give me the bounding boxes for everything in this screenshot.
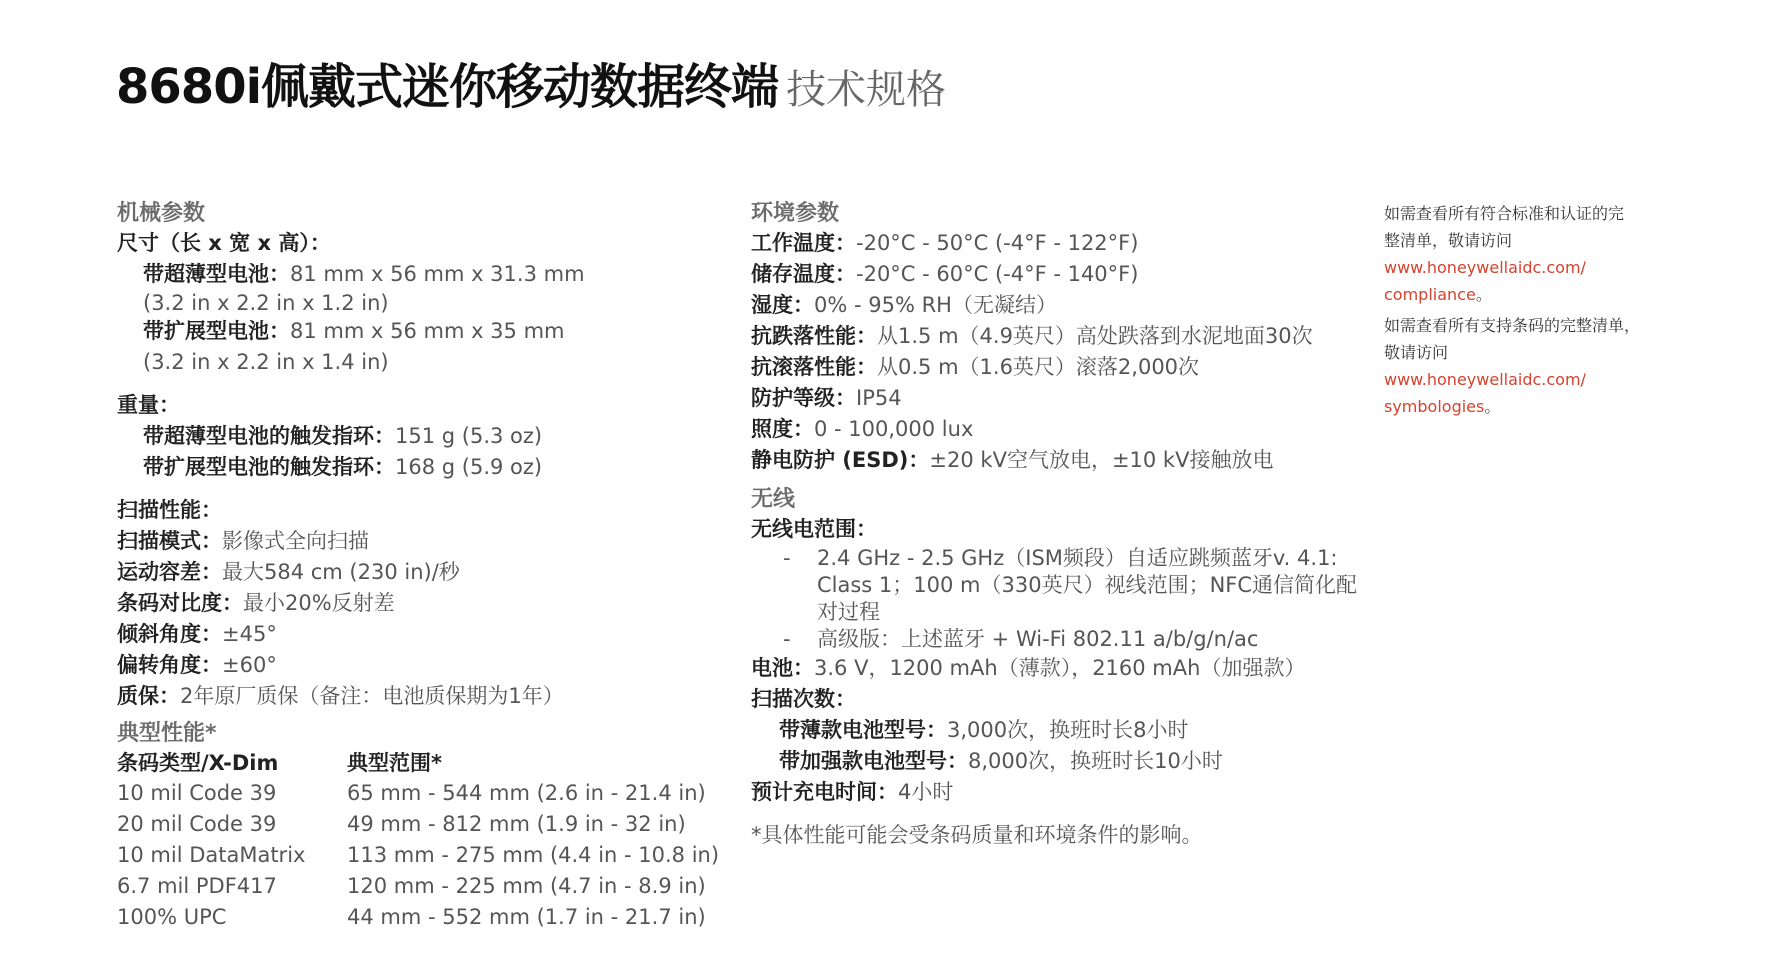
- thick-battery-value: 8,000次，换班时长10小时: [968, 749, 1223, 773]
- spec-value: ±60°: [222, 653, 277, 677]
- table-cell-type: 20 mil Code 39: [117, 812, 277, 836]
- table-cell-type: 10 mil DataMatrix: [117, 843, 306, 867]
- list-dash: -: [783, 546, 791, 570]
- weight-slim-value: 151 g (5.3 oz): [395, 424, 543, 448]
- compliance-note: 如需查看所有符合标准和认证的完: [1384, 204, 1625, 223]
- spec-label: 静电防护 (ESD)：: [751, 448, 930, 472]
- dimension-label: 尺寸（长 x 宽 x 高）：: [117, 231, 331, 255]
- period: 。: [1484, 397, 1501, 416]
- spec-label: 湿度：: [751, 293, 814, 317]
- spec-value: -20°C - 50°C (-4°F - 122°F): [856, 231, 1139, 255]
- spec-value: 2年原厂质保（备注：电池质保期为1年）: [180, 684, 564, 708]
- title-sub: 技术规格: [786, 67, 947, 113]
- battery-value: 3.6 V，1200 mAh（薄款），2160 mAh（加强款）: [814, 656, 1306, 680]
- table-cell-range: 65 mm - 544 mm (2.6 in - 21.4 in): [347, 781, 706, 805]
- title-main: 8680i佩戴式迷你移动数据终端: [116, 59, 779, 115]
- table-cell-range: 44 mm - 552 mm (1.7 in - 21.7 in): [347, 905, 706, 929]
- compliance-link[interactable]: [1384, 254, 1684, 281]
- spec-value: ±45°: [222, 622, 277, 646]
- spec-label: 条码对比度：: [117, 591, 243, 615]
- table-cell-range: 49 mm - 812 mm (1.9 in - 32 in): [347, 812, 686, 836]
- symbologies-link-line1[interactable]: www.honeywellaidc.com/: [1384, 370, 1586, 389]
- spec-label: 防护等级：: [751, 386, 856, 410]
- compliance-note-cont: 整清单，敬请访问: [1384, 231, 1513, 250]
- spec-label: 倾斜角度：: [117, 622, 222, 646]
- list-item: [751, 626, 1371, 653]
- weight-ext-label: 带扩展型电池的触发指环：: [143, 455, 395, 479]
- wireless-heading: 无线: [751, 487, 796, 512]
- ext-battery-label: 带扩展型电池：: [143, 319, 290, 343]
- slim-battery-value: 81 mm x 56 mm x 31.3 mm: [290, 262, 585, 286]
- spec-value: ±20 kV空气放电，±10 kV接触放电: [929, 448, 1274, 472]
- charge-time-value: 4小时: [898, 780, 954, 804]
- middle-column: [751, 200, 1371, 850]
- wireless-spec-standard: 2.4 GHz - 2.5 GHz（ISM频段）自适应跳频蓝牙v. 4.1: Class 1；100 m（330英尺）视线范围；NFC通信简化配对过程: [817, 546, 1358, 624]
- spec-label: 工作温度：: [751, 231, 856, 255]
- table-cell-range: 113 mm - 275 mm (4.4 in - 10.8 in): [347, 843, 720, 867]
- weight-heading: 重量：: [117, 393, 180, 417]
- spec-label: 扫描模式：: [117, 529, 222, 553]
- charge-time-label: 预计充电时间：: [751, 780, 898, 804]
- list-dash: -: [783, 627, 791, 651]
- period: 。: [1475, 285, 1492, 304]
- spec-value: 影像式全向扫描: [222, 529, 369, 553]
- left-column: [117, 200, 727, 933]
- symbologies-link-line2[interactable]: symbologies: [1384, 397, 1485, 416]
- table-cell-type: 100% UPC: [117, 905, 227, 929]
- battery-label: 电池：: [751, 656, 814, 680]
- radio-range-label: 无线电范围：: [751, 517, 877, 541]
- spec-value: 从1.5 m（4.9英尺）高处跌落到水泥地面30次: [877, 324, 1313, 348]
- list-item: [751, 545, 1371, 626]
- thin-battery-value: 3,000次，换班时长8小时: [947, 718, 1189, 742]
- symbologies-note-cont: 敬请访问: [1384, 343, 1449, 362]
- weight-slim-label: 带超薄型电池的触发指环：: [143, 424, 395, 448]
- wireless-spec-advanced: 高级版：上述蓝牙 + Wi-Fi 802.11 a/b/g/n/ac: [817, 627, 1259, 651]
- page-title: [116, 48, 946, 117]
- spec-value: 0% - 95% RH（无凝结）: [814, 293, 1057, 317]
- table-cell-range: 120 mm - 225 mm (4.7 in - 8.9 in): [347, 874, 706, 898]
- typical-performance-table: [117, 748, 727, 933]
- symbologies-note: 如需查看所有支持条码的完整清单，: [1384, 316, 1641, 335]
- compliance-link-line1[interactable]: www.honeywellaidc.com/: [1384, 258, 1586, 277]
- weight-ext-value: 168 g (5.9 oz): [395, 455, 543, 479]
- table-header-type: 条码类型/X-Dim: [117, 751, 279, 775]
- spec-value: 0 - 100,000 lux: [814, 417, 974, 441]
- environment-heading: 环境参数: [751, 201, 840, 226]
- spec-label: 储存温度：: [751, 262, 856, 286]
- slim-battery-label: 带超薄型电池：: [143, 262, 290, 286]
- typical-heading: 典型性能*: [117, 721, 217, 746]
- spec-label: 抗跌落性能：: [751, 324, 877, 348]
- scans-label: 扫描次数：: [751, 687, 856, 711]
- thick-battery-label: 带加强款电池型号：: [779, 749, 968, 773]
- symbologies-link[interactable]: [1384, 366, 1684, 393]
- scan-heading: 扫描性能：: [117, 498, 222, 522]
- compliance-link-line2[interactable]: compliance: [1384, 285, 1476, 304]
- spec-label: 抗滚落性能：: [751, 355, 877, 379]
- table-header-range: 典型范围*: [347, 751, 442, 775]
- spec-value: 最大584 cm (230 in)/秒: [222, 560, 460, 584]
- spec-label: 照度：: [751, 417, 814, 441]
- mechanical-heading: 机械参数: [117, 201, 206, 226]
- spec-label: 运动容差：: [117, 560, 222, 584]
- slim-battery-value-imperial: (3.2 in x 2.2 in x 1.2 in): [143, 291, 389, 315]
- spec-value: 从0.5 m（1.6英尺）滚落2,000次: [877, 355, 1200, 379]
- table-cell-type: 6.7 mil PDF417: [117, 874, 277, 898]
- spec-value: IP54: [856, 386, 902, 410]
- table-cell-type: 10 mil Code 39: [117, 781, 277, 805]
- ext-battery-value-imperial: (3.2 in x 2.2 in x 1.4 in): [143, 350, 389, 374]
- ext-battery-value: 81 mm x 56 mm x 35 mm: [290, 319, 565, 343]
- spec-value: 最小20%反射差: [243, 591, 395, 615]
- thin-battery-label: 带薄款电池型号：: [779, 718, 947, 742]
- footnote: *具体性能可能会受条码质量和环境条件的影响。: [751, 823, 1203, 847]
- spec-label: 偏转角度：: [117, 653, 222, 677]
- right-column: [1384, 200, 1684, 420]
- spec-label: 质保：: [117, 684, 180, 708]
- spec-value: -20°C - 60°C (-4°F - 140°F): [856, 262, 1139, 286]
